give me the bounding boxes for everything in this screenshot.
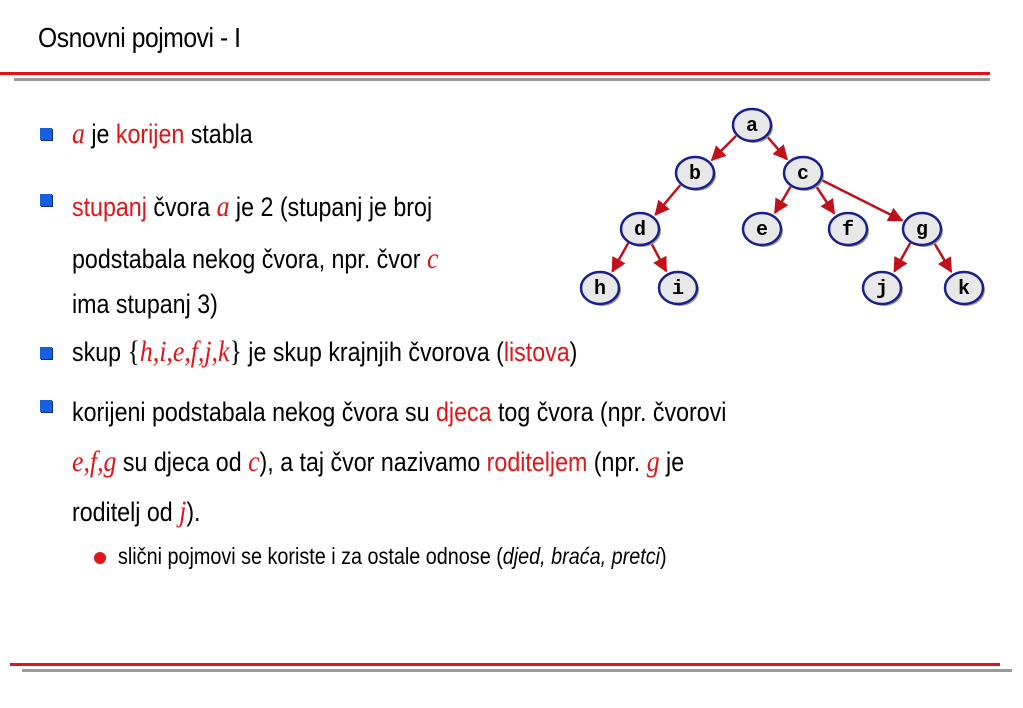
vars-efg: e,f,g (72, 445, 117, 478)
tree-node-e (743, 213, 783, 247)
term-roditeljem: roditeljem (486, 447, 588, 477)
tree-node-label: k (957, 278, 971, 301)
tree-node-i (659, 272, 699, 306)
tree-node-k (945, 272, 985, 306)
tree-node-label: g (915, 219, 929, 242)
term-stupanj: stupanj (72, 192, 147, 222)
tree-node-label: i (671, 278, 685, 301)
tree-node-label: f (841, 219, 855, 242)
tree-node-h (581, 272, 621, 306)
tree-node-label: c (796, 163, 810, 186)
var-g: g (646, 445, 660, 478)
bullet-square-icon (40, 400, 52, 412)
tree-edge-a-c (767, 137, 787, 160)
brace-open: { (127, 335, 140, 368)
bottom-gray-rule (22, 669, 1012, 672)
tree-node-a (733, 109, 773, 143)
tree-node-d (621, 213, 661, 247)
bullet-3: skup {h,i,e,f,j,k} je skup krajnjih čvorova (listova) (72, 335, 578, 368)
tree-edge-d-h (612, 243, 628, 271)
term-korijen: korijen (115, 119, 185, 149)
page-title: Osnovni pojmovi - I (38, 22, 241, 53)
tree-node-label: e (755, 219, 769, 242)
brace-close: } (229, 335, 242, 368)
sub-bullet: slični pojmovi se koriste i za ostale odnose (djed, braća, pretci) (118, 543, 667, 569)
tree-node-label: j (875, 278, 889, 301)
tree-node-label: d (633, 219, 647, 242)
tree-edge-c-g (822, 180, 902, 220)
var-a: a (72, 117, 85, 150)
bullet-square-icon (40, 194, 52, 206)
term-djeca: djeca (436, 397, 492, 427)
tree-edge-c-e (775, 187, 791, 213)
tree-node-j (863, 272, 903, 306)
tree-node-g (903, 213, 943, 247)
tree-edge-c-f (816, 186, 834, 213)
sub-bullet-dot-icon (94, 552, 106, 564)
leaf-set: h,i,e,f,j,k (139, 335, 230, 368)
tree-node-f (829, 213, 869, 247)
bullet-square-icon (40, 347, 52, 359)
bottom-red-rule (10, 663, 1000, 666)
tree-edge-d-i (651, 243, 666, 271)
tree-edge-g-k (934, 243, 951, 272)
tree-diagram (575, 92, 995, 322)
term-listova: listova (503, 337, 570, 367)
var-j: j (179, 495, 187, 528)
tree-edge-b-d (655, 185, 680, 215)
tree-node-label: b (688, 163, 702, 186)
tree-edge-a-b (712, 136, 736, 160)
tree-node-b (676, 157, 716, 191)
tree-node-label: h (593, 278, 607, 301)
bullet-4: korijeni podstabala nekog čvora su djeca tog čvora (npr. čvorovi e,f,g su djeca od c), a taj čvor nazivamo roditeljem (npr. g je roditelj od j). (72, 397, 727, 528)
sub-italic: djed, braća, pretci (502, 543, 661, 569)
tree-node-label: a (745, 115, 759, 138)
bullet-square-icon (40, 128, 52, 140)
bullet-2: stupanj čvora a je 2 (stupanj je broj podstabala nekog čvora, npr. čvor c ima stupanj 3) (72, 190, 439, 319)
var-c: c (426, 242, 439, 275)
tree-edge-g-j (894, 243, 910, 271)
tree-node-c (784, 157, 824, 191)
top-gray-rule (14, 78, 990, 81)
top-red-rule (0, 72, 990, 75)
var-a: a (216, 190, 230, 223)
var-c: c (248, 445, 260, 478)
bullet-1: a je korijen stabla (72, 117, 253, 150)
